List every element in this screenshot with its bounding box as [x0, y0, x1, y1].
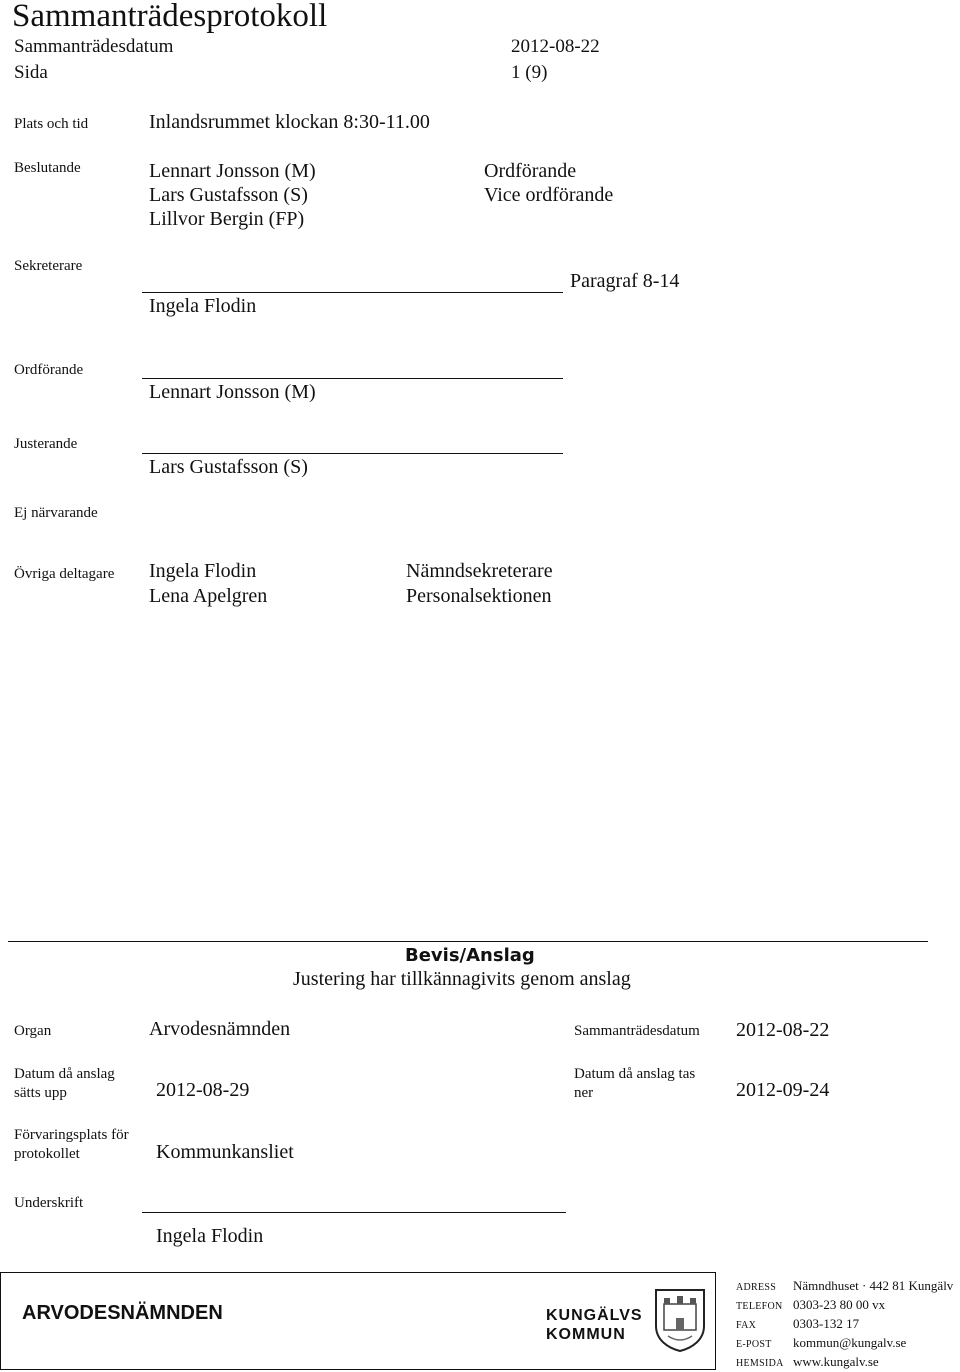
posted-value: 2012-08-29	[156, 1079, 250, 1101]
other-name: Lena Apelgren	[149, 585, 268, 607]
adjuster-name: Lars Gustafsson (S)	[149, 456, 308, 478]
contact-value: Nämndhuset · 442 81 Kungälv	[793, 1278, 954, 1293]
paragraph-range: Paragraf 8-14	[570, 270, 680, 292]
absent-label: Ej närvarande	[14, 505, 98, 521]
storage-label: Förvaringsplats för	[14, 1127, 129, 1143]
signature-line	[142, 453, 563, 454]
member-role: Vice ordförande	[484, 184, 614, 206]
storage-value: Kommunkansliet	[156, 1141, 294, 1163]
logo-line: KUNGÄLVS	[546, 1307, 643, 1324]
kungalv-logo	[546, 1306, 643, 1344]
organ-value: Arvodesnämnden	[149, 1018, 291, 1040]
contact-key: E-POST	[736, 1339, 772, 1350]
meeting-date-label: Sammanträdesdatum	[574, 1023, 700, 1039]
footer-org-name: ARVODESNÄMNDEN	[22, 1302, 223, 1324]
coat-of-arms-icon	[654, 1286, 706, 1352]
others-label: Övriga deltagare	[14, 566, 115, 582]
other-name: Ingela Flodin	[149, 560, 257, 582]
signature-line	[142, 378, 563, 379]
page-title: Sammanträdesprotokoll	[12, 0, 328, 34]
secretary-label: Sekreterare	[14, 258, 83, 274]
deciding-label: Beslutande	[14, 160, 81, 176]
logo-line: KOMMUN	[546, 1326, 626, 1343]
contact-value: 0303-132 17	[793, 1316, 860, 1331]
adjuster-label: Justerande	[14, 436, 78, 452]
contact-value: www.kungalv.se	[793, 1354, 879, 1369]
member-name: Lennart Jonsson (M)	[149, 160, 316, 182]
contact-key: FAX	[736, 1320, 757, 1331]
notice-heading: Bevis/Anslag	[405, 945, 535, 966]
date-label: Sammanträdesdatum	[14, 36, 174, 57]
secretary-name: Ingela Flodin	[149, 295, 257, 317]
section-divider	[8, 941, 928, 942]
contact-value: kommun@kungalv.se	[793, 1335, 907, 1350]
posted-label: Datum då anslag	[14, 1066, 115, 1082]
organ-label: Organ	[14, 1023, 52, 1039]
other-role: Personalsektionen	[406, 585, 552, 607]
contact-key: ADRESS	[736, 1282, 777, 1293]
date-value: 2012-08-22	[511, 36, 600, 57]
place-value: Inlandsrummet klockan 8:30-11.00	[149, 111, 430, 133]
signature-name: Ingela Flodin	[156, 1225, 264, 1247]
removed-label: ner	[574, 1085, 594, 1101]
member-name: Lars Gustafsson (S)	[149, 184, 308, 206]
notice-subheading: Justering har tillkännagivits genom anslag	[293, 968, 631, 990]
meeting-date-value: 2012-08-22	[736, 1019, 830, 1041]
signature-line	[142, 1212, 566, 1213]
storage-label: protokollet	[14, 1146, 80, 1162]
member-name: Lillvor Bergin (FP)	[149, 208, 305, 230]
posted-label: sätts upp	[14, 1085, 67, 1101]
signature-label: Underskrift	[14, 1195, 84, 1211]
page-label: Sida	[14, 62, 48, 83]
contact-key: TELEFON	[736, 1301, 783, 1312]
contact-value: 0303-23 80 00 vx	[793, 1297, 886, 1312]
chair-label: Ordförande	[14, 362, 84, 378]
chair-name: Lennart Jonsson (M)	[149, 381, 316, 403]
page-value: 1 (9)	[511, 62, 548, 83]
place-label: Plats och tid	[14, 116, 89, 132]
removed-value: 2012-09-24	[736, 1079, 830, 1101]
other-role: Nämndsekreterare	[406, 560, 553, 582]
removed-label: Datum då anslag tas	[574, 1066, 696, 1082]
member-role: Ordförande	[484, 160, 577, 182]
contact-key: HEMSIDA	[736, 1358, 784, 1369]
signature-line	[142, 292, 563, 293]
